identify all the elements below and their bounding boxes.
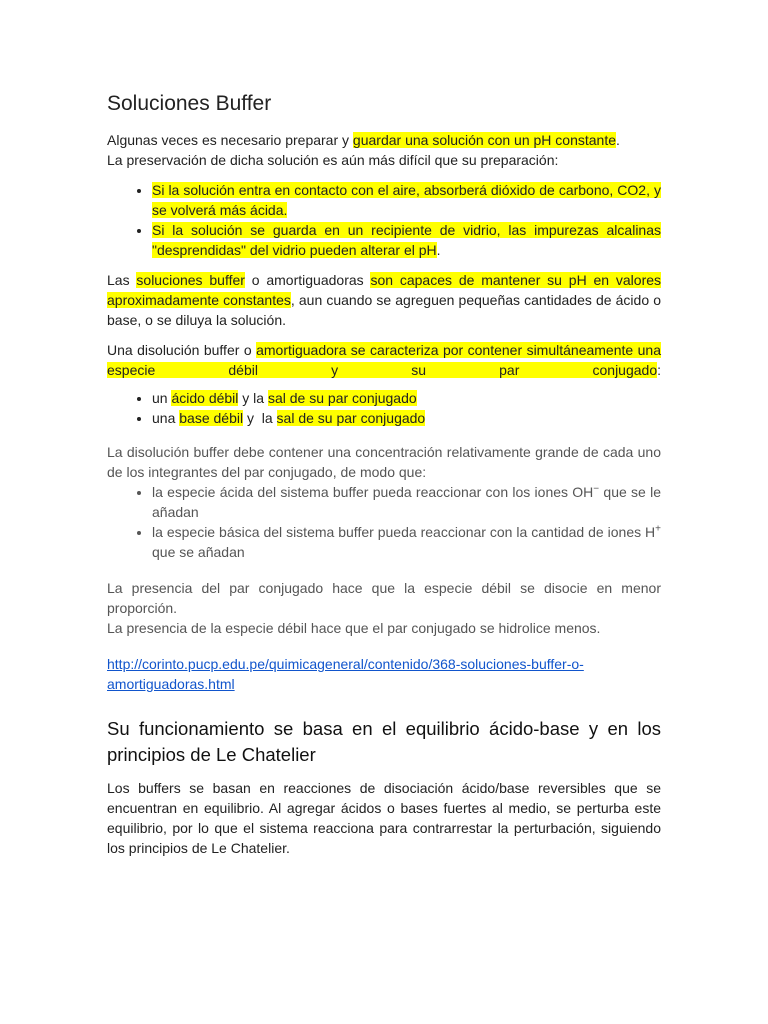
bullet-list-b [107,388,661,428]
c1-text-2: que se le añadan [152,484,661,520]
b1-highlight-2: sal de su par conjugado [267,390,417,406]
las-text-2: o amortiguadoras [244,272,371,288]
list-item [152,180,661,220]
paragraph-una [107,340,661,380]
paragraph-disolucion: La disolución buffer debe contener una concentración relativamente grande de cada uno de los integrantes del par conjugado, de modo que: [107,444,661,480]
una-text-1: Una disolución buffer o [107,342,257,358]
intro-text: Algunas veces es necesario preparar y [107,132,353,148]
las-highlight-1: soluciones buffer [136,272,245,288]
reference-link[interactable]: http://corinto.pucp.edu.pe/quimicageneral/contenido/368-soluciones-buffer-o-amortiguadoras.html [107,656,584,692]
b2-highlight-1: base débil [179,410,244,426]
intro-highlight: guardar una solución con un pH constante [352,132,616,148]
section-subtitle: Su funcionamiento se basa en el equilibrio ácido-base y en los principios de Le Chatelier [107,718,661,765]
paragraph-presencia-2: La presencia de la especie débil hace que el par conjugado se hidrolice menos. [107,620,601,636]
c2-text-2: que se añadan [152,544,245,560]
intro-period: . [616,132,620,148]
bullet-list-a [107,180,661,260]
b1-text-2: y la [238,390,268,406]
list-item [152,482,661,522]
page-title: Soluciones Buffer [107,92,272,115]
bullet-a2-post: . [436,242,441,258]
c1-text-1: la especie ácida del sistema buffer pueda reaccionar con los iones OH [152,484,594,500]
intro-line2: La preservación de dicha solución es aún más difícil que su preparación: [107,152,559,168]
list-item [152,220,661,260]
las-text-1: Las [107,272,137,288]
b2-text-2: y la [243,410,277,426]
paragraph-las [107,270,661,330]
c2-text-1: la especie básica del sistema buffer pueda reaccionar con la cantidad de iones H [152,524,656,540]
c1-sup: − [593,483,600,495]
bullet-a1-highlight: Si la solución entra en contacto con el aire, absorberá dióxido de carbono, CO2, y se volverá más ácida. [152,182,661,218]
list-item [152,388,661,408]
paragraph-final: Los buffers se basan en reacciones de disociación ácido/base reversibles que se encuentran en equilibrio. Al agregar ácidos o bases fuertes al medio, se perturba este equilibrio, por lo que el sistema reacciona para contrarrestar la perturbación, siguiendo los principios de Le Chatelier. [107,780,661,856]
las-text-3: , aun cuando se agreguen pequeñas cantidades de ácido o base, o se diluya la solución. [107,292,662,328]
list-item [152,408,661,428]
b2-text-1: una [152,410,180,426]
paragraph-presencia-1: La presencia del par conjugado hace que la especie débil se disocie en menor proporción. [107,580,661,616]
una-highlight: amortiguadora se caracteriza por contener simultáneamente una especie débil y su par conjugado [107,342,661,378]
b2-highlight-2: sal de su par conjugado [276,410,426,426]
bullet-list-c [107,482,661,562]
intro-paragraph [107,130,661,170]
las-highlight-2: son capaces de mantener su pH en valores aproximadamente constantes [107,272,662,308]
list-item [152,522,661,562]
document-content [107,90,661,858]
c2-sup: + [655,523,661,535]
bullet-a2-highlight: Si la solución se guarda en un recipiente de vidrio, las impurezas alcalinas "desprendidas" del vidrio pueden alterar el pH [152,222,661,258]
b1-text-1: un [152,390,172,406]
una-text-2: : [657,362,661,378]
b1-highlight-1: ácido débil [171,390,239,406]
reference-link-wrap [107,654,661,694]
